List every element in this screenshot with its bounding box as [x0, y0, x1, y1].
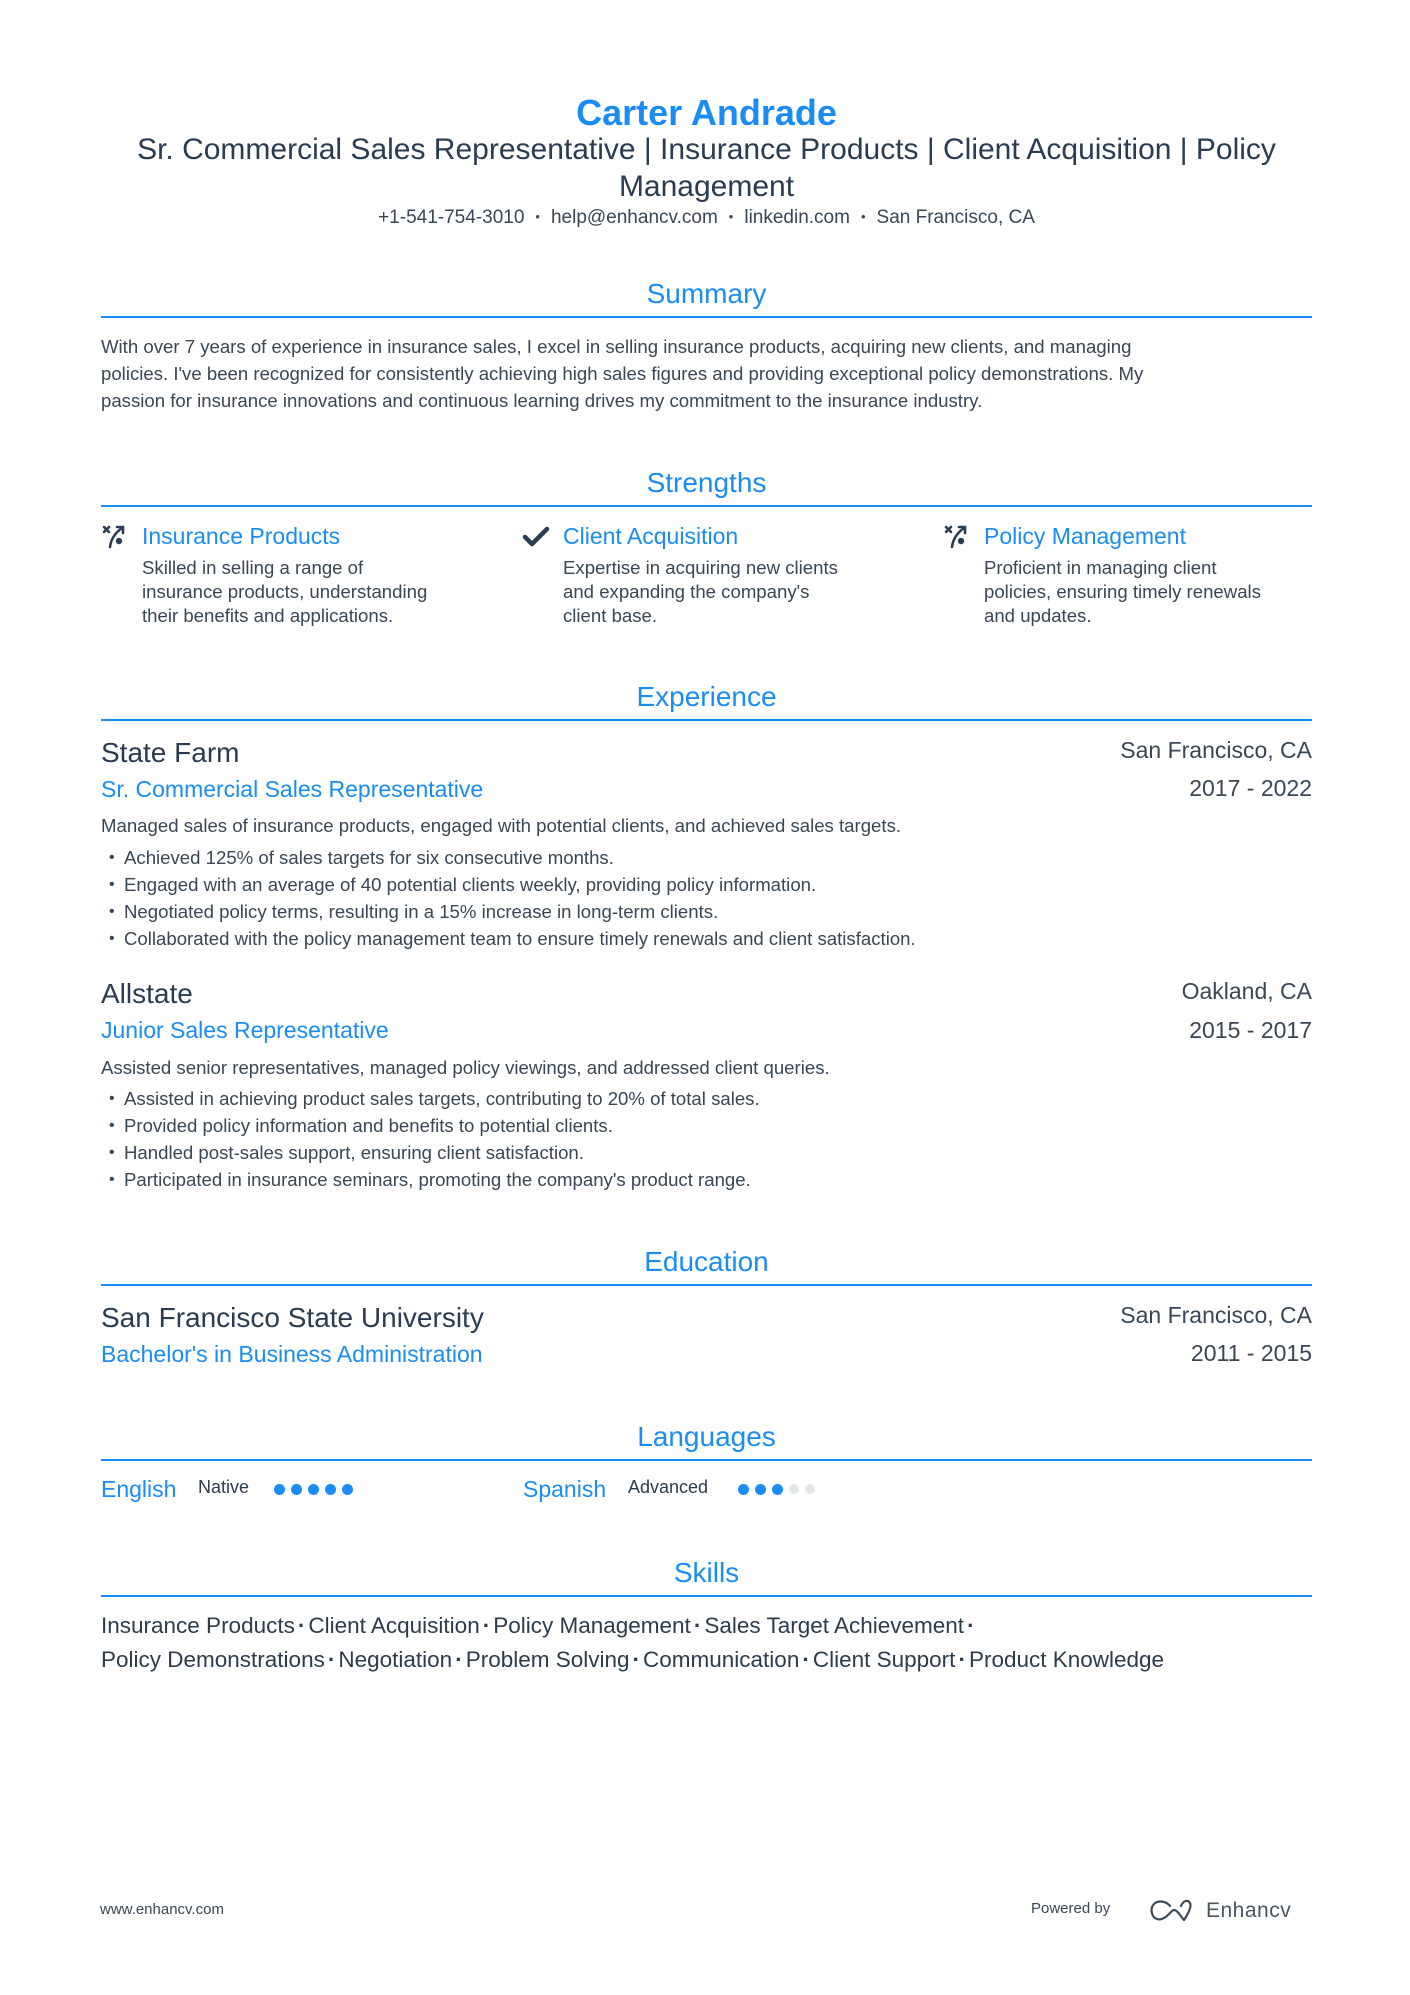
skill-item: Policy Management [493, 1613, 691, 1638]
bullet-item: • Participated in insurance seminars, promoting the company's product range. [101, 1166, 1312, 1193]
contact-info [101, 206, 1312, 231]
bullet-item: • Collaborated with the policy management team to ensure timely renewals and client satisfaction. [101, 925, 1312, 952]
strength-title: Client Acquisition [563, 523, 739, 549]
skills-line-1 [101, 1609, 1312, 1643]
summary-line: With over 7 years of experience in insurance sales, I excel in selling insurance products, acquiring new clients, and managing [101, 336, 1132, 357]
company-name: Allstate [101, 978, 193, 1009]
separator-dot: • [728, 209, 734, 224]
language-level: Advanced [628, 1477, 709, 1497]
footer-website-link[interactable]: www.enhancv.com [100, 1901, 224, 1918]
summary-text [101, 333, 1312, 414]
rating-dot-filled [291, 1484, 302, 1495]
section-divider [101, 719, 1312, 721]
rating-dot-filled [308, 1484, 319, 1495]
skill-item: Negotiation [338, 1647, 453, 1672]
section-title-education: Education [644, 1246, 769, 1277]
skill-item: Problem Solving [465, 1647, 630, 1672]
job-location: Oakland, CA [1181, 978, 1312, 1004]
skills-line-2 [101, 1643, 1312, 1677]
job-bullets [101, 1085, 1312, 1193]
language-level: Native [198, 1477, 250, 1497]
enhancv-infinity-logo-icon [1148, 1898, 1196, 1924]
strategy-play-icon [943, 522, 971, 550]
skill-separator: · [967, 1613, 975, 1638]
linkedin-link[interactable]: linkedin.com [744, 207, 850, 228]
enhancv-logo[interactable] [1148, 1898, 1291, 1924]
strength-title: Insurance Products [142, 523, 341, 549]
skill-separator: · [693, 1613, 702, 1638]
rating-dot-filled [274, 1484, 285, 1495]
skill-separator: · [327, 1647, 336, 1672]
checkmark-icon [522, 522, 550, 550]
bullet-item: • Achieved 125% of sales targets for six consecutive months. [101, 844, 1312, 871]
job-dates: 2015 - 2017 [1189, 1017, 1312, 1043]
language-name: Spanish [523, 1476, 607, 1502]
strength-description [984, 556, 1334, 628]
strength-desc-line: and expanding the company's [563, 581, 810, 602]
section-divider [101, 1595, 1312, 1597]
skill-separator: · [632, 1647, 641, 1672]
skill-separator: · [297, 1613, 306, 1638]
separator-dot: • [860, 209, 866, 224]
job-location: San Francisco, CA [1120, 737, 1312, 763]
strength-desc-line: and updates. [984, 605, 1092, 626]
phone[interactable]: +1-541-754-3010 [378, 207, 525, 228]
skills-list [101, 1609, 1312, 1677]
section-divider [101, 1459, 1312, 1461]
skill-item: Client Support [812, 1647, 956, 1672]
school-name: San Francisco State University [101, 1302, 484, 1333]
skill-item: Policy Demonstrations [101, 1647, 325, 1672]
rating-dot-filled [755, 1484, 766, 1495]
section-divider [101, 1284, 1312, 1286]
job-title: Junior Sales Representative [101, 1017, 389, 1043]
section-title-languages: Languages [637, 1421, 776, 1452]
language-name: English [101, 1476, 177, 1502]
education-dates: 2011 - 2015 [1190, 1340, 1312, 1366]
enhancv-brand-text: Enhancv [1206, 1899, 1292, 1922]
skill-item: Sales Target Achievement [704, 1613, 965, 1638]
job-dates: 2017 - 2022 [1189, 775, 1312, 801]
strength-desc-line: client base. [563, 605, 658, 626]
language-rating-dots [738, 1482, 815, 1496]
rating-dot-filled [772, 1484, 783, 1495]
section-title-skills: Skills [673, 1557, 740, 1588]
skill-separator: · [455, 1647, 463, 1672]
summary-line: policies. I've been recognized for consistently achieving high sales figures and providing exceptional policy demonstrations. My [101, 363, 1144, 384]
skill-item: Product Knowledge [968, 1647, 1165, 1672]
strength-desc-line: insurance products, understanding [142, 581, 428, 602]
email-link[interactable]: help@enhancv.com [550, 207, 718, 228]
strategy-play-icon [101, 522, 129, 550]
degree: Bachelor's in Business Administration [101, 1341, 483, 1367]
strength-desc-line: policies, ensuring timely renewals [984, 581, 1261, 602]
candidate-name: Carter Andrade [576, 92, 837, 133]
section-title-strengths: Strengths [646, 467, 767, 498]
skill-separator: · [802, 1647, 810, 1672]
skill-item: Communication [643, 1647, 800, 1672]
strength-title: Policy Management [984, 523, 1186, 549]
skill-item: Client Acquisition [308, 1613, 480, 1638]
rating-dot-filled [738, 1484, 749, 1495]
skill-separator: · [958, 1647, 966, 1672]
bullet-item: • Assisted in achieving product sales targets, contributing to 20% of total sales. [101, 1085, 1312, 1112]
language-rating-dots [274, 1482, 353, 1496]
rating-dot-filled [325, 1484, 336, 1495]
job-description: Managed sales of insurance products, engaged with potential clients, and achieved sales targets. [101, 815, 902, 836]
location: San Francisco, CA [876, 207, 1035, 228]
job-description: Assisted senior representatives, managed policy viewings, and addressed client queries. [101, 1057, 830, 1078]
separator-dot: • [535, 209, 540, 224]
section-title-experience: Experience [636, 681, 777, 712]
company-name: State Farm [101, 737, 240, 768]
section-title-summary: Summary [646, 278, 767, 309]
strength-desc-line: Expertise in acquiring new clients [563, 557, 838, 578]
footer-powered-by: Powered by [1031, 1900, 1111, 1917]
job-bullets [101, 844, 1312, 952]
school-location: San Francisco, CA [1120, 1302, 1312, 1328]
bullet-item: • Provided policy information and benefits to potential clients. [101, 1112, 1312, 1139]
headline [101, 131, 1312, 205]
bullet-item: • Handled post-sales support, ensuring client satisfaction. [101, 1139, 1312, 1166]
strength-description [142, 556, 492, 628]
strength-description [563, 556, 913, 628]
rating-dot-empty [789, 1484, 799, 1494]
summary-line: passion for insurance innovations and continuous learning drives my commitment to the insurance industry. [101, 390, 983, 411]
job-title: Sr. Commercial Sales Representative [101, 776, 484, 802]
bullet-item: • Negotiated policy terms, resulting in a 15% increase in long-term clients. [101, 898, 1312, 925]
section-divider [101, 505, 1312, 507]
headline-line-1: Sr. Commercial Sales Representative | Insurance Products | Client Acquisition | Policy [137, 133, 1276, 166]
rating-dot-empty [805, 1484, 815, 1494]
strength-desc-line: Proficient in managing client [984, 557, 1217, 578]
skill-separator: · [482, 1613, 491, 1638]
strength-desc-line: Skilled in selling a range of [142, 557, 364, 578]
skill-item: Insurance Products [101, 1613, 295, 1638]
bullet-item: • Engaged with an average of 40 potential clients weekly, providing policy information. [101, 871, 1312, 898]
strength-desc-line: their benefits and applications. [142, 605, 394, 626]
section-divider [101, 316, 1312, 318]
rating-dot-filled [342, 1484, 353, 1495]
headline-line-2: Management [618, 170, 795, 203]
